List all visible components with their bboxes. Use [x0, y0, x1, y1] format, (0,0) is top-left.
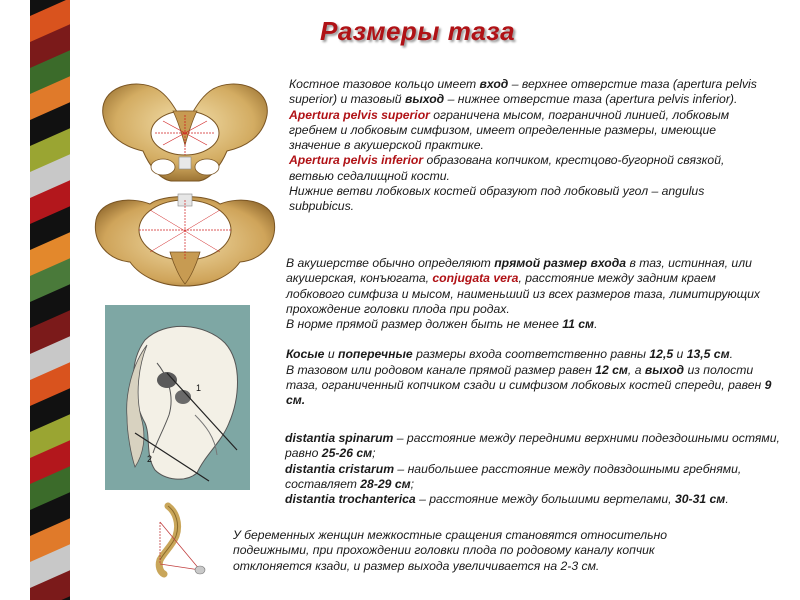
paragraph-superior: Apertura pelvis superior ограничена мысом, пограничной линией, лобковым гребнем и лобковым симфизом, имеет определенные размеры, имеющие значение в акушерской практике.: [289, 107, 730, 153]
paragraph-conjugata: В акушерстве обычно определяют прямой размер входа в таз, истинная, или акушерская, конъюгата, conjugata vera, расстояние между задним краем лобкового симфиза и мысом, наименьший из всех размеров таза, лимитирующих прохождение головки плода при родах.: [286, 256, 760, 316]
slide-title: Размеры таза: [320, 16, 516, 46]
paragraph-spinarum: distantia spinarum – расстояние между передними верхними подездошными остями, равно 25-26 см;: [285, 431, 780, 461]
distances-block: [285, 431, 780, 507]
pelvis-sagittal-section-image: [105, 305, 250, 490]
coccyx-deviation-image: [146, 502, 216, 582]
paragraph-oblique-transverse: Косые и поперечные размеры входа соответственно равны 12,5 и 13,5 см.: [286, 347, 733, 362]
pregnancy-note-block: У беременных женщин межкостные сращения становятся относительно подеижными, при прохождении головки плода по родовому каналу копчик отклоняется кзади, и размер выхода увеличивается на 2-3 см.: [233, 528, 668, 573]
paragraph-inferior: Apertura pelvis inferior образована копчиком, крестцово-бугорной связкой, ветвью седалищной кости.: [289, 153, 725, 183]
paragraph-outlet: В тазовом или родовом канале прямой размер равен 12 см, а выход из полости таза, ограниченный копчиком сзади и симфизом лобковых костей спереди, равен 9 см.: [286, 362, 772, 408]
pelvis-superior-view-image: [90, 190, 280, 290]
conjugate-description-block: [286, 256, 773, 409]
aperture-description-block: [289, 77, 769, 215]
spacer: [286, 332, 773, 347]
paragraph-trochanterica: distantia trochanterica – расстояние между большими вертелами, 30-31 см.: [285, 492, 729, 507]
paragraph-norm: В норме прямой размер должен быть не менее 11 см.: [286, 317, 598, 332]
figure-label-2: 2: [147, 454, 153, 464]
figure-label-1: 1: [196, 383, 202, 393]
paragraph-angulus: Нижние ветви лобковых костей образуют под лобковый угол – angulus subpubicus.: [289, 184, 705, 214]
paragraph-cristarum: distantia cristarum – наибольшее расстояние между подвздошными гребнями, составляет 28-29 см;: [285, 461, 742, 491]
decorative-stripe-bar: [30, 0, 70, 600]
pelvis-front-view-image: [95, 75, 275, 185]
paragraph-ring: Костное тазовое кольцо имеет вход – верхнее отверстие таза (apertura pelvis superior) и тазовый выход – нижнее отверстие таза (apertura pelvis inferior).: [289, 77, 757, 107]
